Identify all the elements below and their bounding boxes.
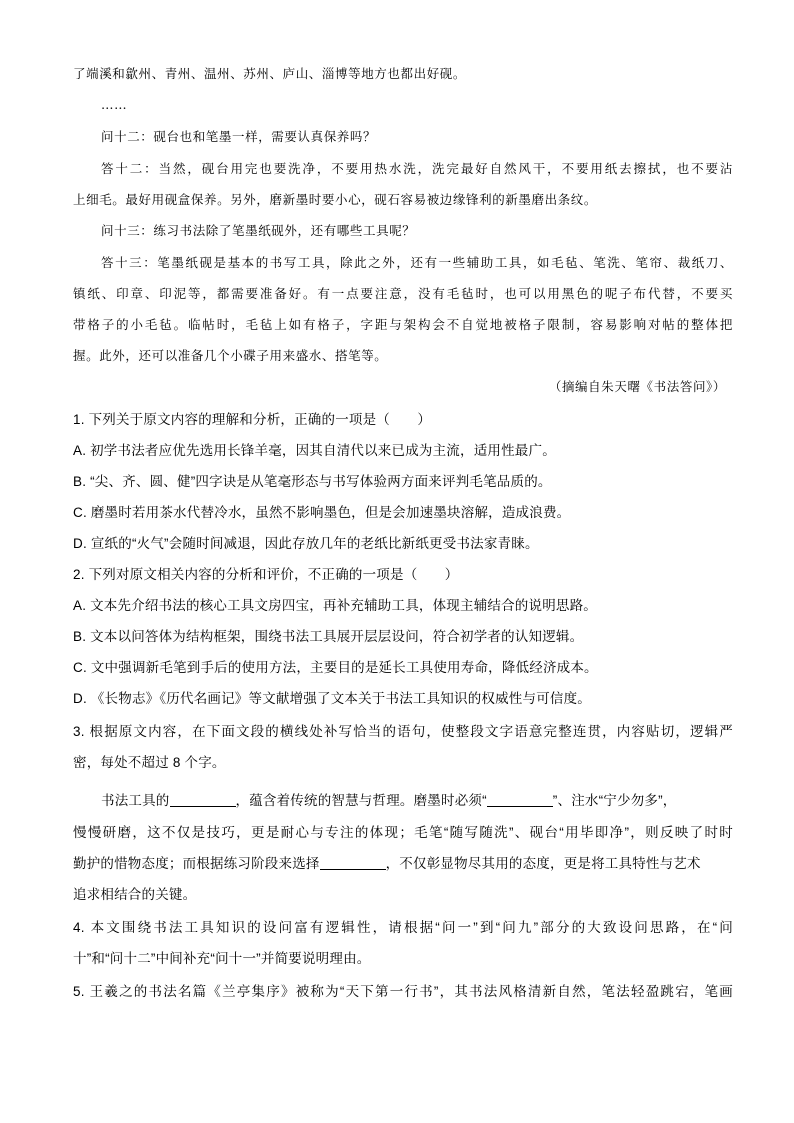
question-3-stem-line-1: 3. 根据原文内容，在下面文段的横线处补写恰当的语句，使整段文字语意完整连贯，内容贴切，逻辑严 (73, 724, 733, 739)
fill-text: ，不仅彰显物尽其用的态度，更是将工具特性与艺术 (385, 856, 701, 871)
question-2-option-d: D. 《长物志》《历代名画记》等文献增强了文本关于书法工具知识的权威性与可信度。 (73, 691, 591, 706)
fill-blank-1[interactable] (170, 792, 236, 807)
question-3-stem-line-2: 密，每处不超过 8 个字。 (73, 755, 226, 770)
answer-thirteen-line-3: 带格子的小毛毡。临帖时，毛毡上如有格子，字距与架构会不自觉地被格子限制，容易影响对帖的整体把 (73, 317, 733, 332)
question-1-option-a: A. 初学书法者应优先选用长锋羊毫，因其自清代以来已成为主流，适用性最广。 (73, 443, 556, 458)
answer-twelve-line-1: 答十二：当然，砚台用完也要洗净，不要用热水洗，洗完最好自然风干，不要用纸去擦拭，也不要沾 (101, 161, 733, 176)
question-2-stem: 2. 下列对原文相关内容的分析和评价，不正确的一项是（ ） (73, 567, 459, 582)
question-thirteen: 问十三：练习书法除了笔墨纸砚外，还有哪些工具呢？ (101, 223, 416, 238)
question-1-option-c: C. 磨墨时若用茶水代替冷水，虽然不影响墨色，但是会加速墨块溶解，造成浪费。 (73, 505, 571, 520)
fill-text: ，蕴含着传统的智慧与哲理。磨墨时必须“ (235, 793, 487, 808)
question-4-line-1: 4. 本文围绕书法工具知识的设问富有逻辑性，请根据“问一”到“问九”部分的大致设问思路，在“问 (73, 920, 733, 935)
passage-line: 了端溪和歙州、青州、温州、苏州、庐山、淄博等地方也都出好砚。 (73, 66, 467, 81)
fill-blank-3[interactable] (320, 855, 386, 870)
question-1-option-d: D. 宣纸的“火气”会随时间减退，因此存放几年的老纸比新纸更受书法家青睐。 (73, 536, 539, 551)
fill-paragraph-line-1 (101, 791, 733, 811)
fill-text: 书法工具的 (101, 793, 170, 808)
fill-paragraph-line-3 (73, 854, 733, 874)
fill-paragraph-line-2: 慢慢研磨，这不仅是技巧，更是耐心与专注的体现；毛笔“随写随洗”、砚台“用毕即净”，则反映了时时 (73, 825, 733, 840)
question-2-option-c: C. 文中强调新毛笔到手后的使用方法，主要目的是延长工具使用寿命，降低经济成本。 (73, 660, 598, 675)
fill-blank-2[interactable] (487, 792, 553, 807)
fill-paragraph-line-4: 追求相结合的关键。 (73, 887, 197, 902)
question-4-line-2: 十”和“问十二”中间补充“问十一”并简要说明理由。 (73, 951, 371, 966)
passage-ellipsis: …… (101, 97, 128, 112)
question-1-stem: 1. 下列关于原文内容的理解和分析，正确的一项是（ ） (73, 412, 432, 427)
question-1-option-b: B. “尖、齐、圆、健”四字诀是从笔毫形态与书写体验两方面来评判毛笔品质的。 (73, 474, 552, 489)
question-5-line-1: 5. 王羲之的书法名篇《兰亭集序》被称为“天下第一行书”，其书法风格清新自然，笔法轻盈跳宕，笔画 (73, 984, 733, 999)
passage-source: （摘编自朱天曙《书法答问》） (548, 379, 726, 394)
question-2-option-b: B. 文本以问答体为结构框架，围绕书法工具展开层层设问，符合初学者的认知逻辑。 (73, 629, 584, 644)
answer-twelve-line-2: 上细毛。最好用砚盒保养。另外，磨新墨时要小心，砚石容易被边缘锋利的新墨磨出条纹。 (73, 192, 598, 207)
answer-thirteen-line-1: 答十三：笔墨纸砚是基本的书写工具，除此之外，还有一些辅助工具，如毛毡、笔洗、笔帘、裁纸刀、 (101, 255, 733, 270)
question-2-option-a: A. 文本先介绍书法的核心工具文房四宝，再补充辅助工具，体现主辅结合的说明思路。 (73, 598, 598, 613)
fill-text: 勤护的惜物态度；而根据练习阶段来选择 (73, 856, 320, 871)
answer-thirteen-line-4: 握。此外，还可以准备几个小碟子用来盛水、搭笔等。 (73, 348, 388, 363)
answer-thirteen-line-2: 镇纸、印章、印泥等，都需要准备好。有一点要注意，没有毛毡时，也可以用黑色的呢子布代替，不要买 (73, 286, 733, 301)
fill-text: ”、注水“宁少勿多”， (552, 793, 677, 808)
question-twelve: 问十二：砚台也和笔墨一样，需要认真保养吗？ (101, 129, 377, 144)
